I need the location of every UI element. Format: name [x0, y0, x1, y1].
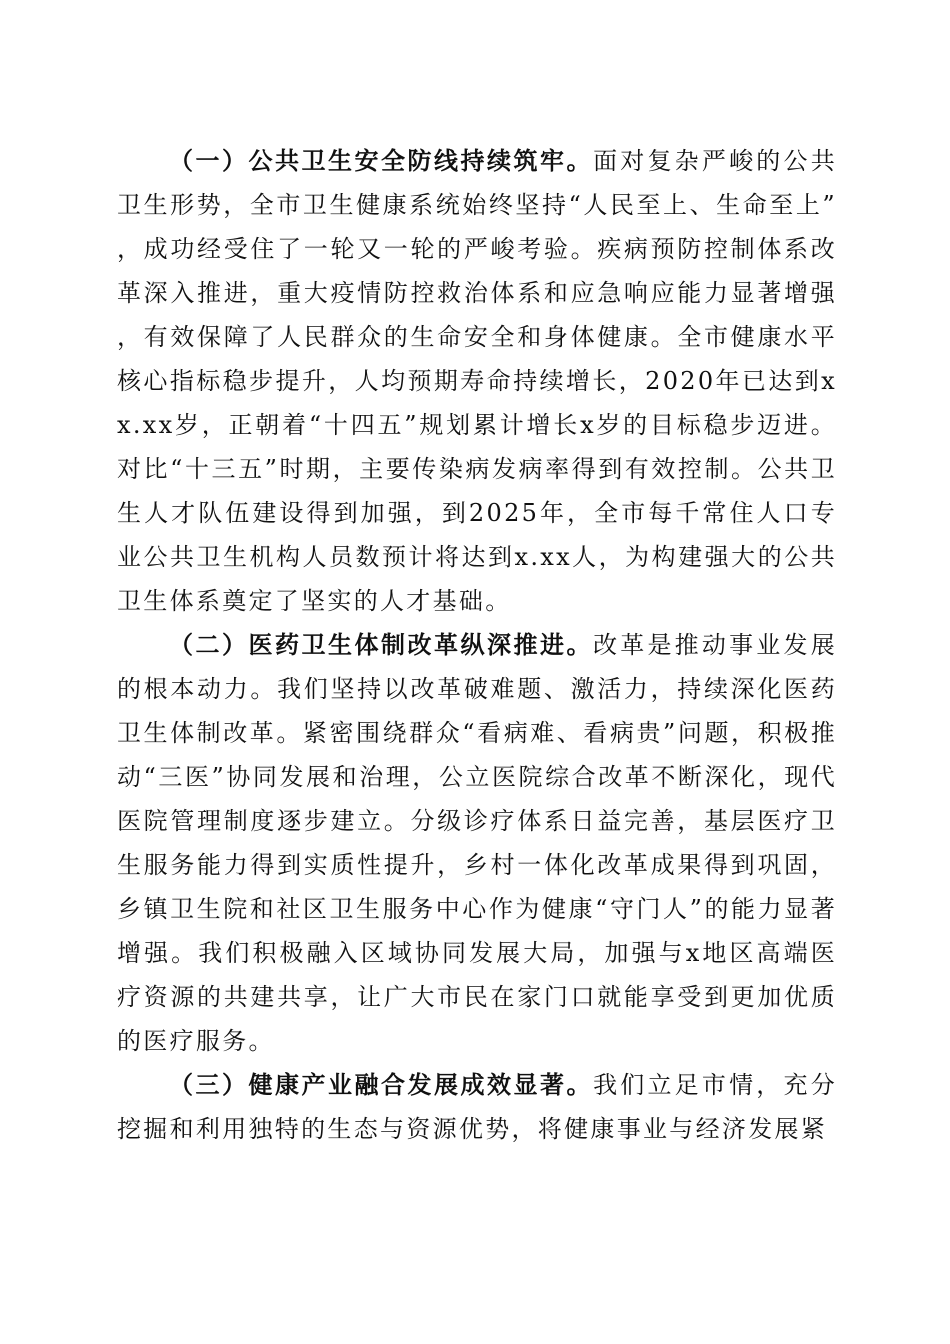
- paragraph-health-industry: [117, 1063, 837, 1151]
- paragraph-healthcare-reform: [117, 623, 837, 1063]
- section-heading-1: （一）公共卫生安全防线持续筑牢。: [169, 147, 594, 175]
- section-heading-3: （三）健康产业融合发展成效显著。: [169, 1071, 594, 1099]
- section-text-2: 改革是推动事业发展的根本动力。我们坚持以改革破难题、激活力，持续深化医药卫生体制改革。紧密围绕群众“看病难、看病贵”问题，积极推动“三医”协同发展和治理，公立医院综合改革不断深化，现代医院管理制度逐步建立。分级诊疗体系日益完善，基层医疗卫生服务能力得到实质性提升，乡村一体化改革成果得到巩固，乡镇卫生院和社区卫生服务中心作为健康“守门人”的能力显著增强。我们积极融入区域协同发展大局，加强与x地区高端医疗资源的共建共享，让广大市民在家门口就能享受到更加优质的医疗服务。: [117, 631, 837, 1055]
- paragraph-public-health: [117, 139, 837, 623]
- section-text-1: 面对复杂严峻的公共卫生形势，全市卫生健康系统始终坚持“人民至上、生命至上”，成功经受住了一轮又一轮的严峻考验。疾病预防控制体系改革深入推进，重大疫情防控救治体系和应急响应能力显著增强，有效保障了人民群众的生命安全和身体健康。全市健康水平核心指标稳步提升，人均预期寿命持续增长，2020年已达到xx.xx岁，正朝着“十四五”规划累计增长x岁的目标稳步迈进。对比“十三五”时期，主要传染病发病率得到有效控制。公共卫生人才队伍建设得到加强，到2025年，全市每千常住人口专业公共卫生机构人员数预计将达到x.xx人，为构建强大的公共卫生体系奠定了坚实的人才基础。: [117, 147, 837, 615]
- section-heading-2: （二）医药卫生体制改革纵深推进。: [169, 631, 594, 659]
- document-body: [117, 139, 837, 1151]
- section-text-3: 我们立足市情，充分挖掘和利用独特的生态与资源优势，将健康事业与经济发展紧: [117, 1071, 837, 1143]
